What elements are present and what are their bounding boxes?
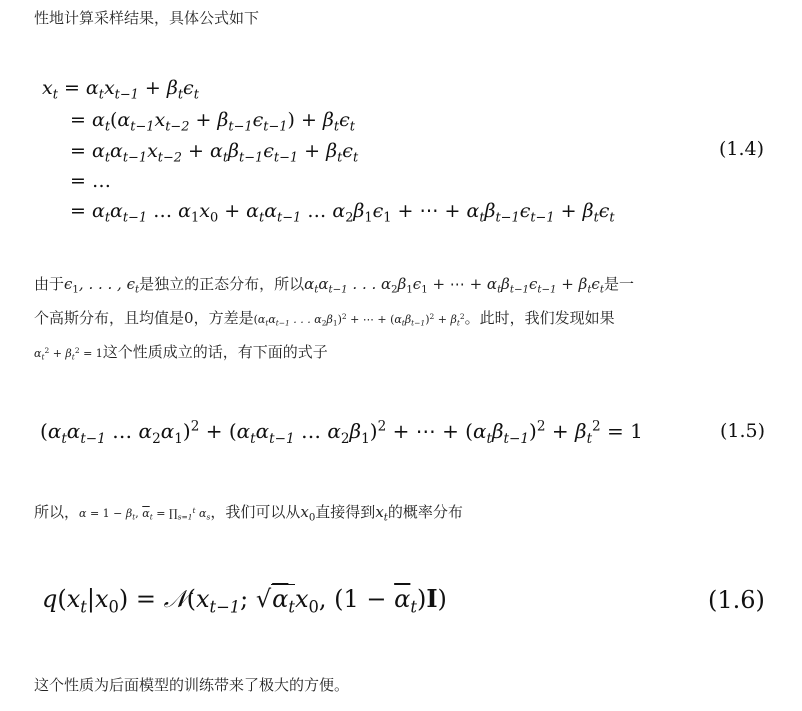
para2-text-a: 所以， xyxy=(34,503,80,521)
closing-text: 这个性质为后面模型的训练带来了极大的方便。 xyxy=(34,676,350,694)
math-condition: $\alpha_t^2 + \beta_t^2 = 1$ xyxy=(34,345,103,362)
para1-text-a: 由于 xyxy=(34,275,65,293)
math-variance: ($\alpha_t\alpha_{t-1}$ . . . $\alpha_2\beta_1)^2$ + ⋯ + $(\alpha_t\beta_{t-1})^2 + \beta_t^2$ xyxy=(253,311,465,328)
eq-1-4-line-5: = $\alpha_t\alpha_{t-1}$ … $\alpha_1x_0 + \alpha_t\alpha_{t-1}$ … $\alpha_2\beta_1\epsilon_1$ + ⋯ + $\alpha_t\beta_{t-1}\epsilon_{t-1} + \beta_t\epsilon_t$ xyxy=(70,200,615,226)
eq-1-6-number: (1.6) xyxy=(708,586,765,614)
para1-text-g: 这个性质成立的话，有下面的式子 xyxy=(102,343,328,361)
para1-text-d: 个高斯分布，且均值是 xyxy=(34,309,185,327)
para1-line-2 xyxy=(34,306,615,332)
para2-line xyxy=(34,500,463,526)
para2-text-c: 直接得到 xyxy=(315,503,376,521)
para1-line-3 xyxy=(34,340,328,366)
intro-text: 性地计算采样结果，具体公式如下 xyxy=(34,9,260,27)
eq-1-5-expr: ($\alpha_t\alpha_{t-1}$ … $\alpha_2\alpha_1)^2 + (\alpha_t\alpha_{t-1}$ … $\alpha_2\beta_1)^2$ + ⋯ + $(\alpha_t\beta_{t-1})^2 + \beta_t^2 = 1$ xyxy=(40,418,643,447)
eq-1-4-line-1: $x_t = \alpha_tx_{t-1} + \beta_t\epsilon_t$ xyxy=(42,77,199,103)
eq-1-6-expr: $q(x_t|x_0)$ = $𝒩(x_{t-1}$; $√\alpha_tx_0$, $(1 - \overline{\alpha}_t)I$) xyxy=(42,584,447,617)
para1-line-1 xyxy=(34,272,634,296)
para2-text-b: ，我们可以从 xyxy=(210,503,301,521)
eq-1-4-line-4: = … xyxy=(70,170,111,192)
para2-text-d: 的概率分布 xyxy=(387,503,463,521)
para1-text-c: 是一 xyxy=(603,275,634,293)
para1-text-b: 是独立的正态分布，所以 xyxy=(139,275,305,293)
math-xt: $x_t$ xyxy=(375,503,388,524)
para1-text-f: 。此时，我们发现如果 xyxy=(464,309,615,327)
eq-1-5-number: (1.5) xyxy=(720,420,766,442)
math-alpha-def: $\alpha = 1 - \beta_t$, $\overline{\alpha}_t$ = $\prod_{s=1}^t$ $\alpha_s$ xyxy=(79,505,211,522)
math-sum-terms: $\alpha_t\alpha_{t-1}$ . . . $\alpha_2\beta_1\epsilon_1$ + ⋯ + $\alpha_t\beta_{t-1}\epsilon_{t-1} + \beta_t\epsilon_t$ xyxy=(304,275,604,296)
eq-1-4-line-2: = $\alpha_t(\alpha_{t-1}x_{t-2} + \beta_{t-1}\epsilon_{t-1}) + \beta_t\epsilon_t$ xyxy=(70,109,355,135)
eq-1-4-number: (1.4) xyxy=(719,138,765,160)
mean-zero: 0 xyxy=(184,309,194,327)
math-epsilon-sequence: $\epsilon_1$, . . . , $\epsilon_t$ xyxy=(64,275,140,296)
sqrt-symbol: $√\alpha_t$ xyxy=(255,585,295,617)
eq-1-4-line-3: = $\alpha_t\alpha_{t-1}x_{t-2} + \alpha_t\beta_{t-1}\epsilon_{t-1} + \beta_t\epsilon_t$ xyxy=(70,140,359,166)
para1-text-e: ，方差是 xyxy=(193,309,254,327)
math-x0: $x_0$ xyxy=(300,503,316,524)
